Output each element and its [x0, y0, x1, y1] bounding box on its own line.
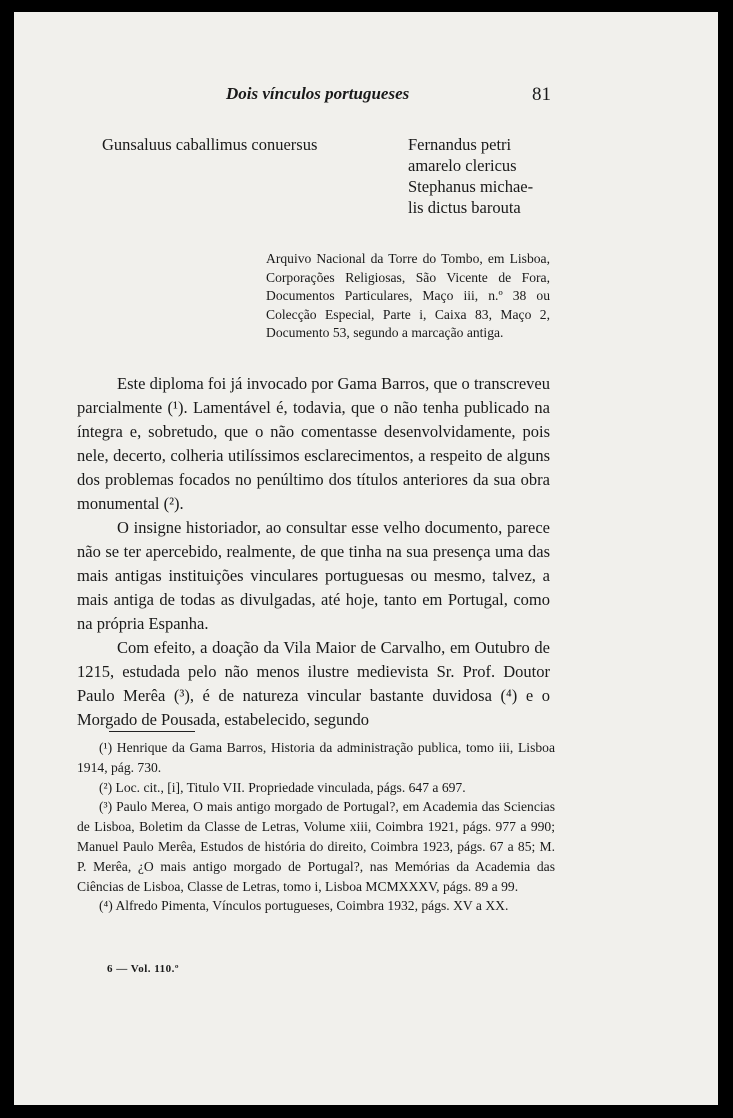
witness-line: amarelo clericus: [408, 156, 517, 175]
page-number: 81: [532, 84, 551, 105]
witness-line: Stephanus michae-: [408, 177, 534, 196]
footnotes: [77, 738, 555, 916]
archive-reference: Arquivo Nacional da Torre do Tombo, em Lisboa, Corporações Religiosas, São Vicente de Fora, Documentos Particulares, Maço iii, n.º 38 ou Colecção Especial, Parte i, Caixa 83, Maço 2, Documento 53, segundo a marcação antiga.: [266, 251, 550, 340]
footnote: (²) Loc. cit., [i], Titulo VII. Propriedade vinculada, págs. 647 a 697.: [99, 779, 466, 795]
page-header: [14, 84, 718, 110]
document-witness-right: [408, 134, 568, 218]
document-witness-left: Gunsaluus caballimus conuersus: [102, 135, 318, 154]
paragraph: Este diploma foi já invocado por Gama Barros, que o transcreveu parcialmente (¹). Lamentável é, todavia, que o não tenha publicado na íntegra e, sobretudo, que o não comentasse desenvolvidamente, pois nele, decerto, colheria utilíssimos esclarecimentos, a respeito de alguns dos problemas focados no penúltimo dos títulos anteriores da sua obra monumental (²).: [77, 374, 550, 513]
running-title: Dois vínculos portugueses: [226, 84, 410, 103]
paragraph: O insigne historiador, ao consultar esse velho documento, parece não se ter apercebido, realmente, de que tinha na sua presença uma das mais antigas instituições vinculares portuguesas ou mesmo, talvez, a mais antiga de todas as divulgadas, até hoje, tanto em Portugal, como na própria Espanha.: [77, 518, 550, 633]
witness-line: lis dictus barouta: [408, 198, 521, 217]
body-text: [77, 372, 550, 732]
footnote: (³) Paulo Merea, O mais antigo morgado de Portugal?, em Academia das Sciencias de Lisboa, Boletim da Classe de Letras, Volume xiii, Coimbra 1921, págs. 977 a 990; Manuel Paulo Merêa, Estudos de história do direito, Coimbra 1923, págs. 67 a 85; M. P. Merêa, ¿O mais antigo morgado de Portugal?, nas Memórias da Academia das Ciências de Lisboa, Classe de Letras, tomo i, Lisboa MCMXXXV, págs. 89 a 99.: [77, 799, 555, 894]
footnote: (⁴) Alfredo Pimenta, Vínculos portugueses, Coimbra 1932, págs. XV a XX.: [99, 898, 509, 914]
printer-signature: 6 — Vol. 110.º: [107, 963, 180, 975]
witness-line: Fernandus petri: [408, 135, 512, 154]
footnote: (¹) Henrique da Gama Barros, Historia da administração publica, tomo iii, Lisboa 1914, pág. 730.: [77, 740, 555, 775]
footnote-divider: [109, 731, 195, 732]
book-page: [14, 12, 718, 1105]
paragraph: Com efeito, a doação da Vila Maior de Carvalho, em Outubro de 1215, estudada pelo não menos ilustre medievista Sr. Prof. Doutor Paulo Merêa (³), é de natureza vincular bastante duvidosa (⁴) e o Morgado de Pousada, estabelecido, segundo: [77, 638, 550, 729]
